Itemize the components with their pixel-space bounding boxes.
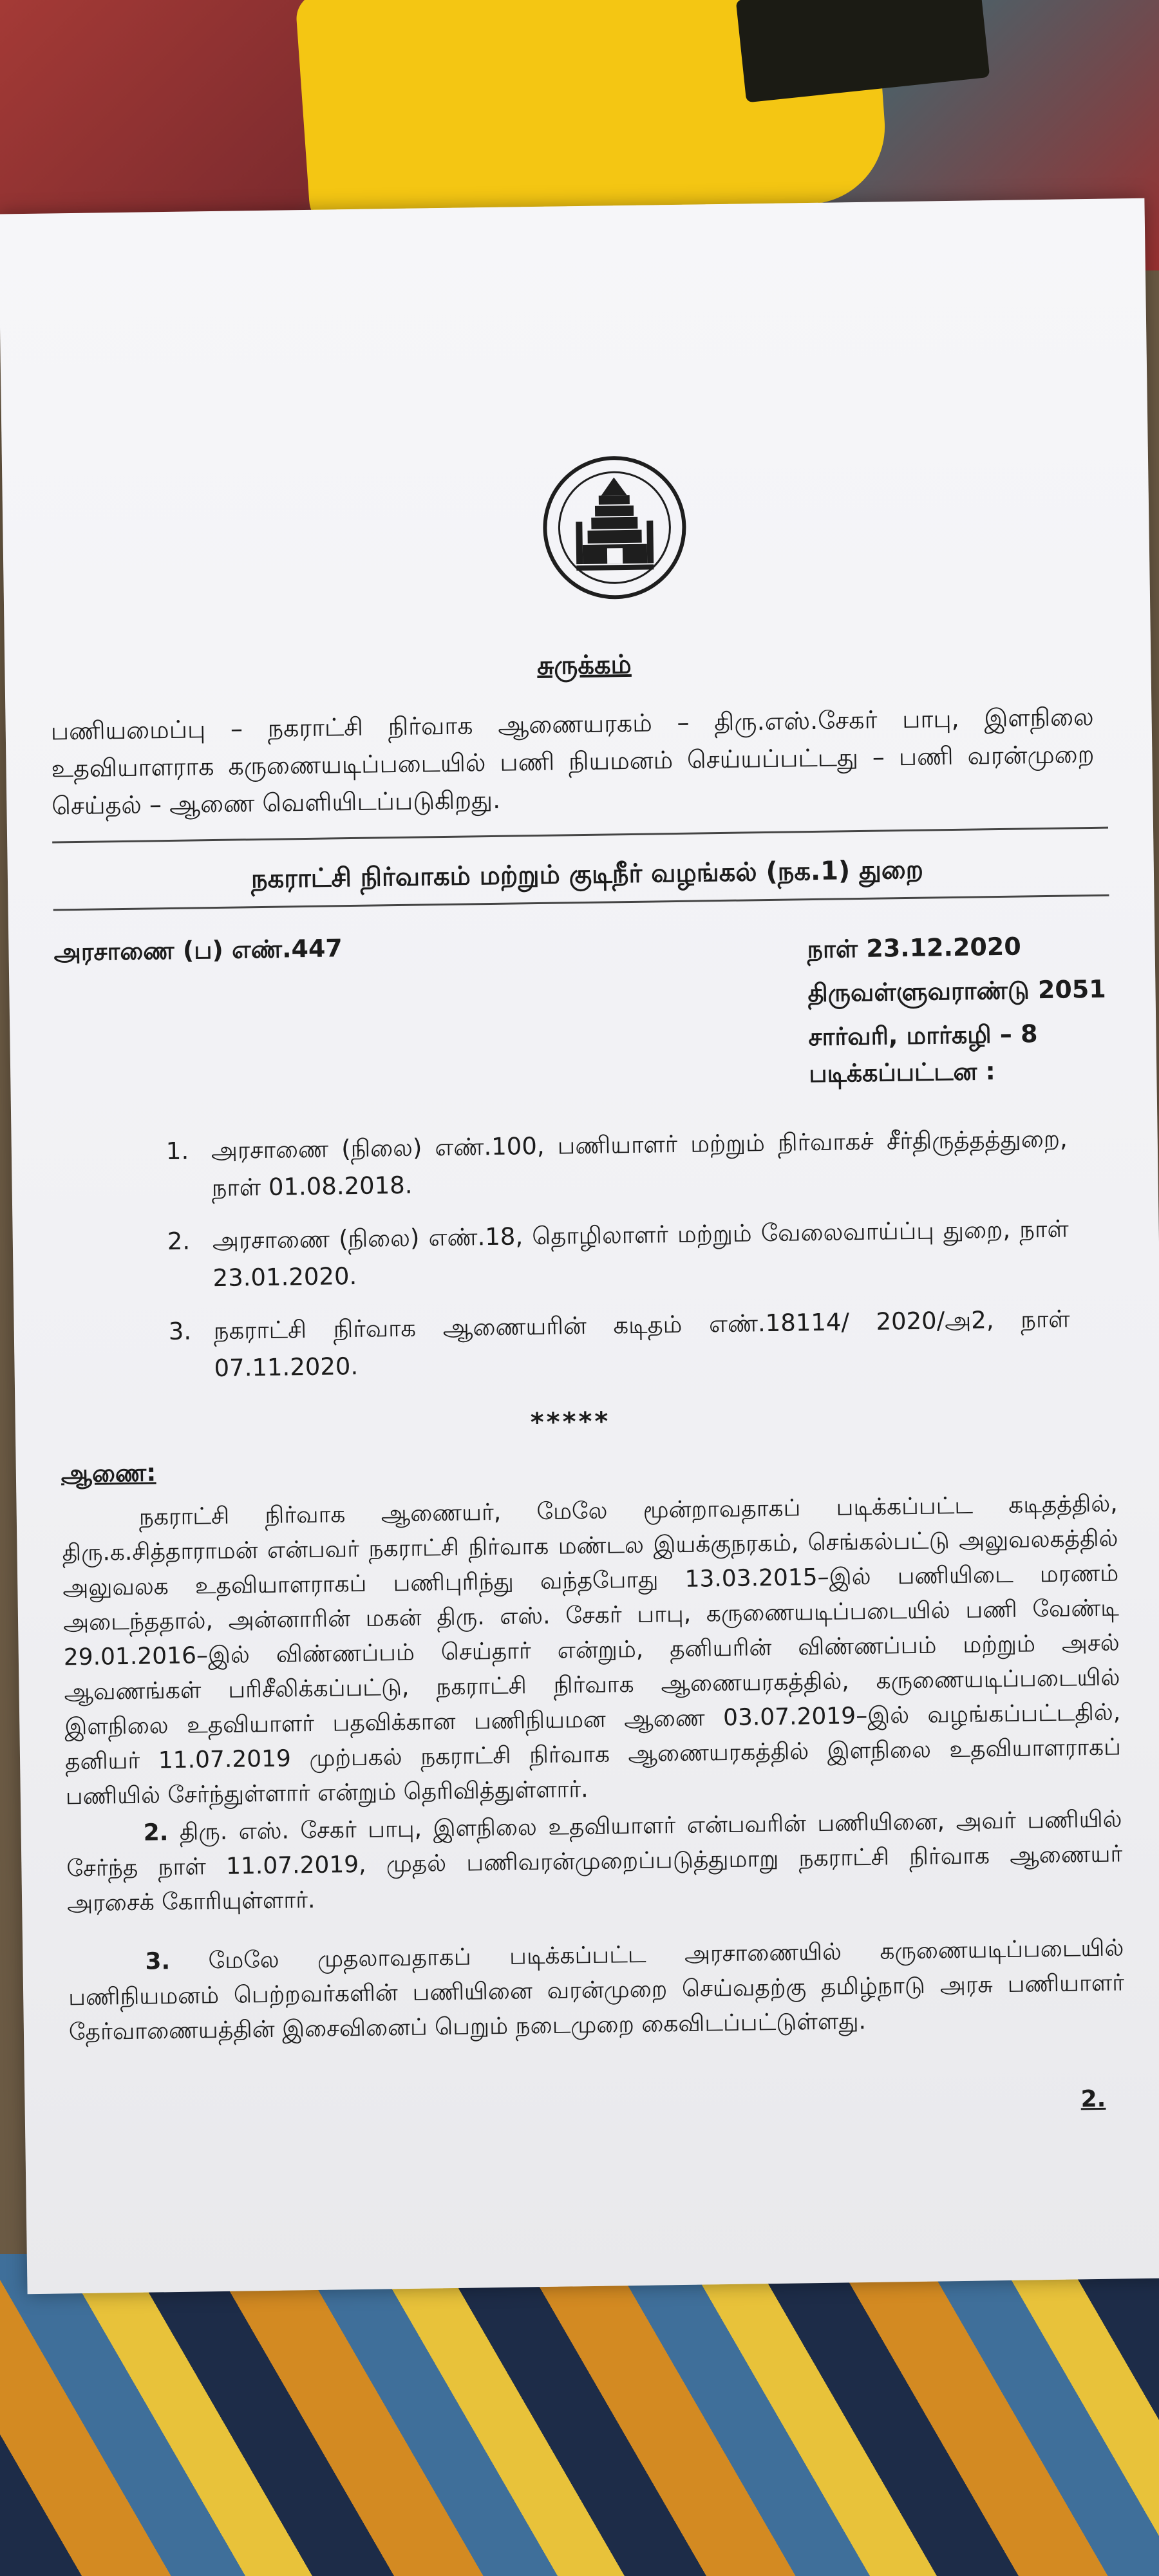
page-number: 2. <box>1080 2085 1106 2113</box>
reference-text: நகராட்சி நிர்வாக ஆணையரின் கடிதம் எண்.18114/ 2020/அ2, நாள் 07.11.2020. <box>213 1305 1070 1383</box>
summary-title: சுருக்கம் <box>536 649 632 681</box>
reference-number: 3. <box>168 1317 192 1346</box>
separator-stars: ***** <box>530 1406 611 1438</box>
date-line: நாள் 23.12.2020 <box>807 932 1022 964</box>
tamil-date-line: சார்வரி, மார்கழி – 8 <box>808 1019 1038 1052</box>
reference-text: அரசாணை (நிலை) எண்.18, தொழிலாளர் மற்றும் வேலைவாய்ப்பு துறை, நாள் 23.01.2020. <box>212 1215 1069 1293</box>
paragraph-1: நகராட்சி நிர்வாக ஆணையர், மேலே மூன்றாவதாகப் படிக்கப்பட்ட கடிதத்தில், திரு.க.சித்தாராமன் என்பவர் நகராட்சி நிர்வாக மண்டல இயக்குநரகம், செங்கல்பட்டு அலுவலகத்தில் அலுவலக உதவியாளராகப் பணிபுரிந்து வந்தபோது 13.03.2015–இல் பணியிடை மரணம் அடைந்ததால், அன்னாரின் மகன் திரு. எஸ். சேகர் பாபு, கருணையடிப்படையில் பணி வேண்டி 29.01.2016–இல் விண்ணப்பம் செய்தார் என்றும், தனியரின் விண்ணப்பம் மற்றும் அசல் ஆவணங்கள் பரிசீலிக்கப்பட்டு, நகராட்சி நிர்வாக ஆணையரகத்தில், கருணையடிப்படையில் இளநிலை உதவியாளர் பதவிக்கான பணிநியமன ஆணை 03.07.2019–இல் வழங்கப்பட்டதில், தனியர் 11.07.2019 முற்பகல் நகராட்சி நிர்வாக ஆணையரகத்தில் இளநிலை உதவியாளராகப் பணியில் சேர்ந்துள்ளார் என்றும் தெரிவித்துள்ளார். <box>62 1490 1122 1810</box>
divider <box>52 827 1108 844</box>
date-block <box>807 923 1107 1059</box>
reference-number: 2. <box>167 1227 191 1256</box>
paragraph-number: 3. <box>145 1948 171 1975</box>
reference-text: அரசாணை (நிலை) எண்.100, பணியாளர் மற்றும் நிர்வாகச் சீர்திருத்தத்துறை, நாள் 01.08.2018. <box>211 1124 1068 1202</box>
read-label: படிக்கப்பட்டன : <box>808 1057 996 1088</box>
paragraph-2 <box>66 1802 1123 1921</box>
order-label: ஆணை: <box>61 1458 156 1488</box>
paragraph-3 <box>68 1931 1125 2050</box>
document-sheet <box>0 198 1159 2295</box>
reference-number: 1. <box>165 1137 189 1166</box>
list-item <box>168 1301 1070 1388</box>
list-item <box>167 1211 1069 1298</box>
background-cloth-bottom <box>0 2254 1159 2576</box>
year-line: திருவள்ளுவராண்டு 2051 <box>807 974 1106 1008</box>
summary-text: பணியமைப்பு – நகராட்சி நிர்வாக ஆணையரகம் – திரு.எஸ்.சேகர் பாபு, இளநிலை உதவியாளராக கருணையடிப்படையில் பணி நியமனம் செய்யப்பட்டது – பணி வரன்முறை செய்தல் – ஆணை வெளியிடப்படுகிறது. <box>50 702 1095 820</box>
state-emblem-icon <box>536 450 693 606</box>
paragraph-text: மேலே முதலாவதாகப் படிக்கப்பட்ட அரசாணையில் கருணையடிப்படையில் பணிநியமனம் பெற்றவர்களின் பணியினை வரன்முறை செய்வதற்கு தமிழ்நாடு அரசு பணியாளர் தேர்வாணையத்தின் இசைவினைப் பெறும் நடைமுறை கைவிடப்பட்டுள்ளது. <box>68 1935 1125 2046</box>
paragraph-text: திரு. எஸ். சேகர் பாபு, இளநிலை உதவியாளர் என்பவரின் பணியினை, அவர் பணியில் சேர்ந்த நாள் 11.07.2019, முதல் பணிவரன்முறைப்படுத்துமாறு நகராட்சி நிர்வாக ஆணையர் அரசைக் கோரியுள்ளார். <box>66 1806 1123 1917</box>
go-number: அரசாணை (ப) எண்.447 <box>53 934 343 967</box>
list-item <box>165 1121 1068 1208</box>
paragraph-number: 2. <box>143 1819 169 1846</box>
department-heading: நகராட்சி நிர்வாகம் மற்றும் குடிநீர் வழங்கல் (நக.1) துறை <box>250 855 924 895</box>
reference-list <box>165 1121 1071 1404</box>
